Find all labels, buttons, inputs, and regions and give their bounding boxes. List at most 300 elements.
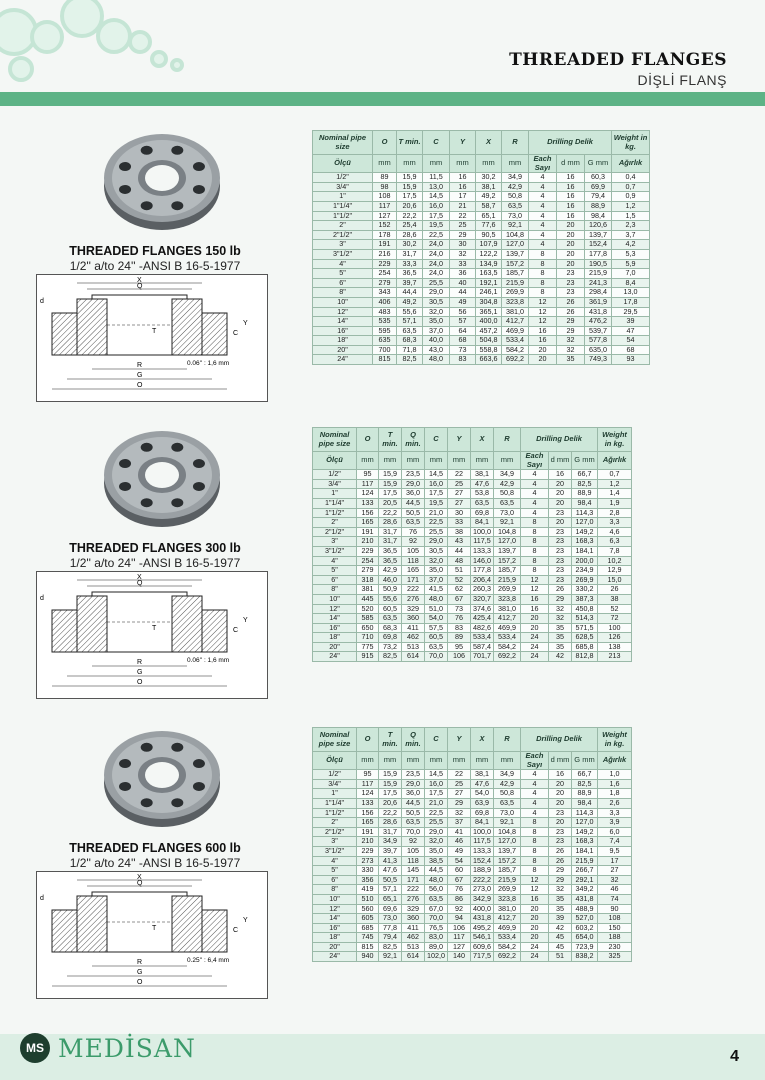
table-cell: 16,0 [425,779,448,789]
table-cell: 47,6 [379,866,402,876]
table-cell: 8 [521,827,549,837]
table-cell: 343 [373,288,397,298]
table-cell: 46,0 [379,575,402,585]
table-cell: 12 [529,297,557,307]
table-cell: 419 [357,885,379,895]
table-cell: 587,4 [471,642,494,652]
table-cell: 476,2 [585,317,612,327]
table-cell: 3/4" [313,479,357,489]
table-cell: 215,9 [494,875,521,885]
table-row [313,297,650,307]
table-cell: 462 [402,933,425,943]
table-cell: 29,0 [425,537,448,547]
svg-text:0.06'' : 1,6 mm: 0.06'' : 1,6 mm [187,657,230,664]
table-cell: 323,8 [502,297,529,307]
table-cell: 185,7 [502,269,529,279]
medisan-logo [20,1028,196,1068]
table-cell: 24,0 [423,259,450,269]
header-col: Y [448,428,471,452]
table-cell: 27 [448,789,471,799]
table-cell: 17 [450,192,476,202]
table-row [313,240,650,250]
svg-text:G: G [137,969,143,976]
table-cell: 4,6 [598,527,632,537]
table-cell: 304,8 [476,297,502,307]
header-col: R [502,131,529,155]
table-cell: 4 [521,770,549,780]
table-cell: 133 [357,798,379,808]
header-nominal: Nominal pipe size [313,428,357,452]
table-cell: 50,8 [494,789,521,799]
table-cell: 488,9 [572,904,598,914]
table-cell: 53,8 [471,489,494,499]
table-cell: 34,9 [494,770,521,780]
unit-mm: mm [448,752,471,770]
table-cell: 77,8 [379,923,402,933]
table-cell: 185,7 [494,566,521,576]
unit-mm: mm [450,155,476,173]
table-cell: 168,3 [572,537,598,547]
unit-mm: mm [379,752,402,770]
table-cell: 17,5 [423,211,450,221]
table-cell: 269,9 [572,575,598,585]
table-cell: 469,9 [494,923,521,933]
table-row [313,633,632,643]
table-cell: 117,5 [471,537,494,547]
table-cell: 3" [313,240,373,250]
table-cell: 29 [557,326,585,336]
header-col: C [425,428,448,452]
table-cell: 36,0 [402,489,425,499]
table-cell: 98,4 [572,798,598,808]
table-cell: 206,4 [471,575,494,585]
unit-mm: mm [425,452,448,470]
table-cell: 745 [357,933,379,943]
table-cell: 1,5 [612,211,650,221]
table-cell: 27 [598,866,632,876]
table-cell: 2"1/2" [313,527,357,537]
table-cell: 8 [521,546,549,556]
table-cell: 16 [557,211,585,221]
table-cell: 31,7 [397,249,423,259]
table-cell: 0,7 [612,182,650,192]
table-cell: 431,8 [585,307,612,317]
table-cell: 63,5 [494,498,521,508]
table-cell: 469,9 [494,623,521,633]
table-cell: 595 [373,326,397,336]
table-cell: 20,6 [379,798,402,808]
table-cell: 92 [402,837,425,847]
table-cell: 25 [448,479,471,489]
table-cell: 79,4 [585,192,612,202]
table-cell: 4 [529,230,557,240]
table-cell: 504,8 [476,336,502,346]
table-cell: 940 [357,952,379,962]
table-cell: 39 [549,914,572,924]
table-cell: 67 [448,875,471,885]
table-cell: 28,6 [379,518,402,528]
title-tr: DİŞLİ FLANŞ [637,72,727,88]
table-row [313,201,650,211]
table-cell: 29,0 [402,479,425,489]
table-cell: 213 [598,652,632,662]
table-cell: 32 [448,808,471,818]
table-cell: 276 [402,894,425,904]
table-cell: 254 [357,556,379,566]
table-cell: 685,8 [572,642,598,652]
table-cell: 8 [521,537,549,547]
table-cell: 117 [357,779,379,789]
table-cell: 21,0 [425,798,448,808]
table-cell: 200,0 [572,556,598,566]
table-cell: 361,9 [585,297,612,307]
table-cell: 14,5 [423,192,450,202]
header-agirlik: Ağırlık [598,452,632,470]
table-cell: 329 [402,904,425,914]
table-cell: 15,9 [397,182,423,192]
table-cell: 21 [450,201,476,211]
table-cell: 577,8 [585,336,612,346]
flange-standard: 1/2'' a/to 24'' -ANSI B 16-5-1977 [69,556,241,570]
table-cell: 533,4 [471,633,494,643]
table-cell: 66,7 [572,470,598,480]
table-cell: 5" [313,566,357,576]
svg-text:T: T [152,625,157,632]
table-cell: 701,7 [471,652,494,662]
svg-text:T: T [152,925,157,932]
unit-mm: mm [397,155,423,173]
table-cell: 16 [557,192,585,202]
table-cell: 70,0 [402,827,425,837]
table-cell: 88,9 [572,789,598,799]
table-cell: 117 [357,479,379,489]
table-cell: 41,3 [379,856,402,866]
table-cell: 24,0 [423,269,450,279]
table-cell: 23 [557,278,585,288]
table-cell: 57,5 [425,623,448,633]
table-cell: 48,0 [425,875,448,885]
header-drilling: Drilling Delik [521,728,598,752]
table-cell: 27 [448,498,471,508]
table-cell: 36 [450,269,476,279]
table-cell: 20,5 [379,498,402,508]
table-row [313,470,632,480]
table-cell: 16 [549,470,572,480]
table-cell: 17 [598,856,632,866]
table-cell: 16,0 [423,201,450,211]
table-cell: 35,0 [423,317,450,327]
table-cell: 74 [598,894,632,904]
table-cell: 26 [549,846,572,856]
table-cell: 16 [557,173,585,183]
table-cell: 28,6 [379,818,402,828]
svg-text:d: d [40,595,44,602]
table-cell: 22,5 [425,518,448,528]
table-cell: 44,5 [402,498,425,508]
table-cell: 20 [529,355,557,365]
table-cell: 68 [450,336,476,346]
table-cell: 82,5 [572,479,598,489]
table-cell: 342,9 [471,894,494,904]
table-cell: 495,2 [471,923,494,933]
table-cell: 15,9 [379,479,402,489]
table-cell: 16 [521,894,549,904]
table-cell: 33 [448,518,471,528]
table-cell: 32,0 [425,556,448,566]
table-cell: 89 [448,633,471,643]
table-cell: 0,4 [612,173,650,183]
table-cell: 24,0 [423,249,450,259]
flange-image [102,723,222,841]
table-cell: 89,0 [425,942,448,952]
table-cell: 171 [402,875,425,885]
table-cell: 365,1 [476,307,502,317]
table-cell: 50,8 [502,192,529,202]
table-cell: 127,0 [572,818,598,828]
flange-class: THREADED FLANGES 600 lb [69,841,241,855]
table-cell: 73,2 [379,642,402,652]
table-cell: 614 [402,952,425,962]
table-cell: 20 [521,904,549,914]
table-cell: 35 [549,642,572,652]
unit-mm: mm [402,752,425,770]
table-cell: 609,6 [471,942,494,952]
table-cell: 35 [557,355,585,365]
table-cell: 30,5 [423,297,450,307]
table-cell: 387,3 [572,594,598,604]
table-cell: 533,4 [494,633,521,643]
table-cell: 1"1/2" [313,508,357,518]
header-col: C [423,131,450,155]
table-cell: 127,0 [572,518,598,528]
table-cell: 23,5 [402,770,425,780]
table-cell: 118 [402,556,425,566]
header-olcu: Ölçü [313,155,373,173]
table-cell: 188 [598,933,632,943]
table-cell: 188,9 [471,866,494,876]
table-row [313,933,632,943]
table-cell: 156 [357,508,379,518]
table-cell: 412,7 [502,317,529,327]
table-cell: 411 [402,923,425,933]
table-cell: 266,7 [572,866,598,876]
table-cell: 32 [549,885,572,895]
table-cell: 98 [373,182,397,192]
table-cell: 92 [402,537,425,547]
table-cell: 10" [313,297,373,307]
table-cell: 36,5 [379,556,402,566]
table-cell: 546,1 [471,933,494,943]
table-cell: 34,9 [502,173,529,183]
table-cell: 23 [549,837,572,847]
table-cell: 400,0 [471,904,494,914]
table-cell: 69,6 [379,904,402,914]
table-cell: 2"1/2" [313,827,357,837]
table-cell: 127 [373,211,397,221]
table-cell: 20 [529,345,557,355]
table-cell: 19,5 [423,221,450,231]
table-cell: 1"1/2" [313,808,357,818]
table-cell: 16" [313,623,357,633]
table-cell: 20 [521,923,549,933]
table-cell: 138 [598,642,632,652]
table-cell: 32 [549,614,572,624]
table-row [313,914,632,924]
table-cell: 17,5 [397,192,423,202]
table-cell: 16,0 [425,479,448,489]
table-cell: 70,0 [425,652,448,662]
table-cell: 8" [313,288,373,298]
flange-image [102,423,222,541]
table-cell: 1,2 [612,201,650,211]
table-cell: 585 [357,614,379,624]
table-cell: 124 [357,489,379,499]
table-cell: 64 [450,326,476,336]
table-cell: 117 [373,201,397,211]
table-cell: 24 [521,952,549,962]
table-cell: 60,3 [585,173,612,183]
table-cell: 692,2 [494,652,521,662]
table-cell: 7,4 [598,837,632,847]
table-cell: 812,8 [572,652,598,662]
table-cell: 4 [521,508,549,518]
header-weight: Weight in kg. [598,428,632,452]
table-cell: 16 [450,182,476,192]
table-cell: 5,9 [612,259,650,269]
table-cell: 3"1/2" [313,846,357,856]
table-cell: 723,9 [572,942,598,952]
table-cell: 4 [521,498,549,508]
table-cell: 29,0 [402,779,425,789]
table-cell: 88,9 [585,201,612,211]
table-cell: 1/2" [313,770,357,780]
table-cell: 63,5 [425,894,448,904]
table-cell: 171 [402,575,425,585]
table-cell: 230 [598,942,632,952]
table-cell: 20 [549,779,572,789]
table-cell: 165 [357,518,379,528]
table-cell: 54,0 [425,614,448,624]
table-cell: 60,5 [425,633,448,643]
table-cell: 20" [313,642,357,652]
table-cell: 49,2 [476,192,502,202]
table-cell: 71,8 [397,345,423,355]
table-cell: 25 [448,779,471,789]
table-cell: 20 [549,518,572,528]
table-cell: 0,7 [598,470,632,480]
table-cell: 16" [313,326,373,336]
table-cell: 18" [313,336,373,346]
table-cell: 17,5 [379,489,402,499]
table-cell: 4 [529,173,557,183]
table-cell: 5,3 [612,249,650,259]
table-cell: 11,5 [423,173,450,183]
table-cell: 82,5 [397,355,423,365]
table-cell: 1,8 [598,789,632,799]
table-cell: 13,0 [612,288,650,298]
svg-text:O: O [137,979,143,986]
table-cell: 44,4 [397,288,423,298]
table-cell: 450,8 [572,604,598,614]
table-cell: 48,0 [423,355,450,365]
table-cell: 584,2 [494,642,521,652]
table-cell: 692,2 [502,355,529,365]
table-cell: 107,9 [476,240,502,250]
table-cell: 152 [373,221,397,231]
table-cell: 628,5 [572,633,598,643]
header-col: Q min. [402,728,425,752]
table-cell: 95 [357,770,379,780]
table-cell: 374,6 [471,604,494,614]
table-cell: 31,7 [379,527,402,537]
table-cell: 8 [521,818,549,828]
table-cell: 0,9 [612,192,650,202]
table-cell: 1"1/4" [313,201,373,211]
table-cell: 52 [448,575,471,585]
table-cell: 191 [357,827,379,837]
table-cell: 45 [549,942,572,952]
table-cell: 710 [357,633,379,643]
table-cell: 381,0 [502,307,529,317]
table-cell: 127,0 [494,537,521,547]
header-g: G mm [585,155,612,173]
title-en: THREADED FLANGES [509,50,727,70]
table-cell: 20 [549,818,572,828]
table-cell: 104,8 [494,827,521,837]
table-cell: 292,1 [572,875,598,885]
table-cell: 22,5 [425,808,448,818]
table-row [313,221,650,231]
table-cell: 139,7 [585,230,612,240]
table-cell: 57,1 [397,317,423,327]
header-col: C [425,728,448,752]
table-cell: 3,3 [598,808,632,818]
table-cell: 15,0 [598,575,632,585]
table-cell: 73,0 [379,914,402,924]
table-cell: 10" [313,594,357,604]
table-cell: 63,5 [379,614,402,624]
table-cell: 24" [313,355,373,365]
table-cell: 8 [529,269,557,279]
table-cell: 20 [549,789,572,799]
svg-text:Y: Y [243,917,248,924]
unit-mm: mm [448,452,471,470]
table-cell: 605 [357,914,379,924]
header-d: d mm [557,155,585,173]
header-col: T min. [397,131,423,155]
table-cell: 4 [521,489,549,499]
table-cell: 38,1 [476,182,502,192]
table-cell: 431,8 [471,914,494,924]
svg-text:R: R [137,659,143,666]
table-cell: 108 [598,914,632,924]
table-cell: 63,5 [494,798,521,808]
table-cell: 692,2 [494,952,521,962]
table-cell: 4 [521,479,549,489]
table-cell: 65,1 [379,894,402,904]
table-cell: 325 [598,952,632,962]
svg-text:G: G [137,372,143,379]
table-cell: 52 [598,604,632,614]
table-cell: 8 [521,518,549,528]
svg-text:d: d [40,298,44,305]
flange-class: THREADED FLANGES 150 lb [69,244,241,258]
table-row [313,652,632,662]
table-cell: 329 [402,604,425,614]
header-col: X [476,131,502,155]
table-cell: 54 [612,336,650,346]
svg-text:O: O [137,382,143,389]
